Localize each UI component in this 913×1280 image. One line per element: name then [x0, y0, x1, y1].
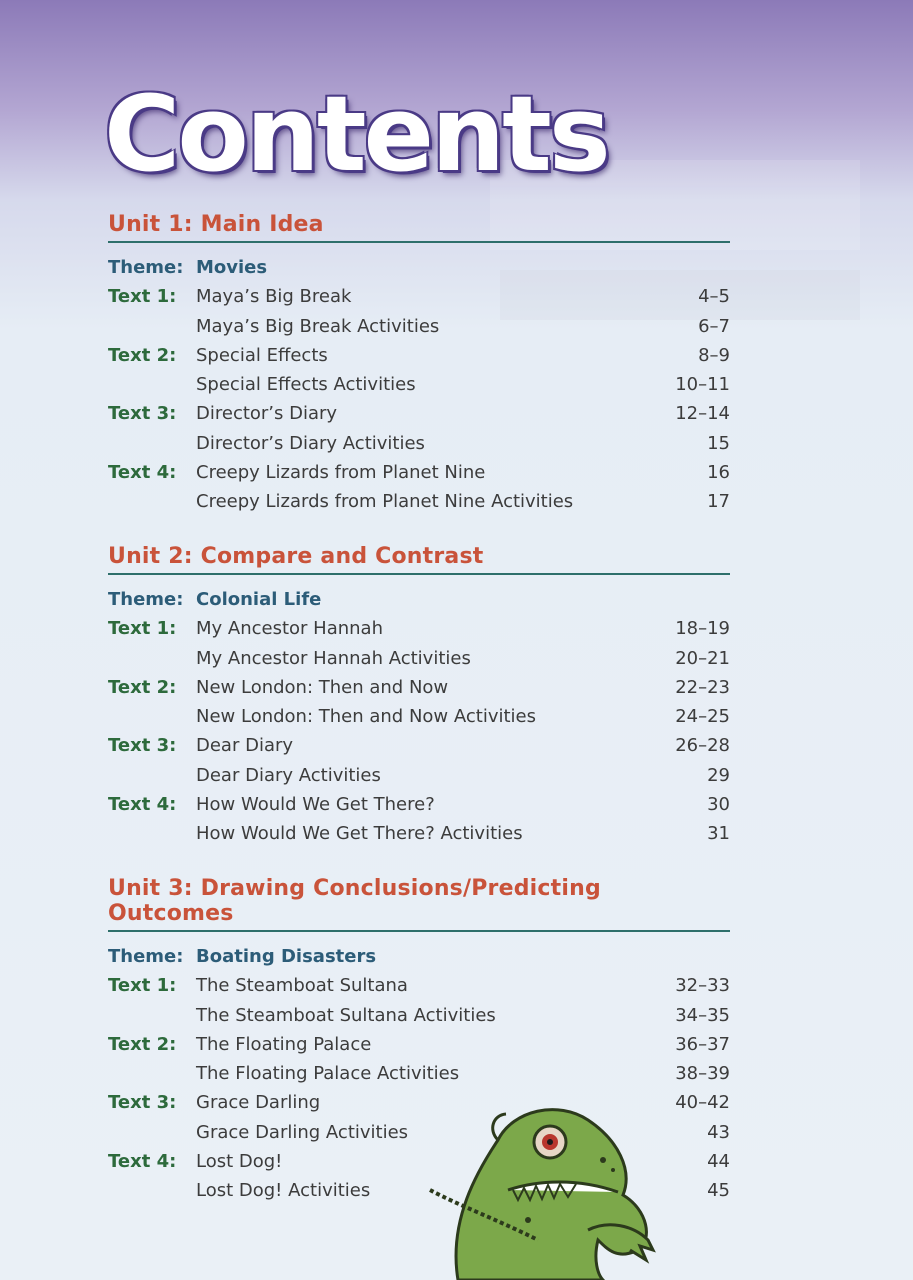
theme-row [108, 585, 730, 614]
theme-name: Colonial Life [196, 589, 322, 610]
entry-title: Lost Dog! Activities [196, 1180, 371, 1202]
text-label: Text 3: [108, 1092, 177, 1114]
toc-entry [108, 370, 730, 399]
entry-title: How Would We Get There? [196, 794, 435, 816]
entry-title: Creepy Lizards from Planet Nine [196, 462, 486, 484]
entry-title: Grace Darling [196, 1092, 321, 1114]
entry-title: My Ancestor Hannah Activities [196, 647, 471, 669]
text-label: Text 2: [108, 344, 177, 366]
page-range: 6–7 [698, 315, 730, 337]
entry-title: New London: Then and Now [196, 676, 449, 698]
entry-title: Dear Diary [196, 735, 294, 757]
toc-entry [108, 487, 730, 516]
text-label: Text 3: [108, 403, 177, 425]
text-label: Text 4: [108, 794, 177, 816]
page-range: 26–28 [675, 735, 730, 757]
entry-title: How Would We Get There? Activities [196, 823, 523, 845]
page-range: 12–14 [675, 403, 730, 425]
text-label: Text 4: [108, 462, 177, 484]
theme-name: Movies [196, 257, 268, 278]
page-range: 24–25 [675, 706, 730, 728]
entry-title: Director’s Diary [196, 403, 338, 425]
text-label: Text 2: [108, 1033, 177, 1055]
unit-heading: Unit 2: Compare and Contrast [108, 544, 730, 575]
toc-entry [108, 761, 730, 790]
toc-entry [108, 312, 730, 341]
lizard-monster-icon [418, 1100, 668, 1280]
page-range: 43 [707, 1121, 730, 1143]
toc-entry [108, 819, 730, 848]
toc-entry [108, 1059, 730, 1088]
text-label: Text 1: [108, 286, 177, 308]
theme-name: Boating Disasters [196, 946, 377, 967]
theme-label: Theme: [108, 257, 184, 278]
toc-entry [108, 673, 730, 702]
entry-title: The Steamboat Sultana [196, 975, 408, 997]
toc-entry [108, 614, 730, 643]
entry-title: Dear Diary Activities [196, 764, 381, 786]
unit-section [108, 544, 730, 849]
page-range: 29 [707, 764, 730, 786]
text-label: Text 1: [108, 618, 177, 640]
page-range: 4–5 [698, 286, 730, 308]
toc-entry [108, 429, 730, 458]
entry-title: Special Effects [196, 344, 328, 366]
theme-row [108, 253, 730, 282]
toc-entry [108, 702, 730, 731]
page-range: 38–39 [675, 1063, 730, 1085]
unit-heading: Unit 3: Drawing Conclusions/Predicting Outcomes [108, 876, 730, 932]
page-range: 22–23 [675, 676, 730, 698]
toc-entry [108, 971, 730, 1000]
unit-section [108, 212, 730, 517]
text-label: Text 1: [108, 975, 177, 997]
entry-title: Grace Darling Activities [196, 1121, 409, 1143]
toc-entry [108, 1030, 730, 1059]
entry-title: Creepy Lizards from Planet Nine Activities [196, 491, 574, 513]
page-range: 31 [707, 823, 730, 845]
toc-entry [108, 731, 730, 760]
theme-row [108, 942, 730, 971]
page-range: 20–21 [675, 647, 730, 669]
theme-label: Theme: [108, 946, 184, 967]
toc-entry [108, 790, 730, 819]
toc-entry [108, 399, 730, 428]
text-label: Text 2: [108, 676, 177, 698]
toc-entry [108, 458, 730, 487]
page-title: Contents [104, 73, 608, 195]
entry-title: Maya’s Big Break Activities [196, 315, 440, 337]
page-range: 10–11 [675, 374, 730, 396]
page-range: 17 [707, 491, 730, 513]
entry-title: Maya’s Big Break [196, 286, 352, 308]
toc-entry [108, 644, 730, 673]
entry-title: My Ancestor Hannah [196, 618, 383, 640]
page-range: 32–33 [675, 975, 730, 997]
page-range: 36–37 [675, 1033, 730, 1055]
entry-title: The Steamboat Sultana Activities [196, 1004, 496, 1026]
toc-entry [108, 1001, 730, 1030]
toc-entry [108, 282, 730, 311]
entry-title: Lost Dog! [196, 1151, 283, 1173]
page-range: 30 [707, 794, 730, 816]
entry-title: Special Effects Activities [196, 374, 416, 396]
page-range: 8–9 [698, 344, 730, 366]
entry-title: The Floating Palace Activities [196, 1063, 460, 1085]
entry-title: New London: Then and Now Activities [196, 706, 536, 728]
text-label: Text 4: [108, 1151, 177, 1173]
page-range: 16 [707, 462, 730, 484]
entry-title: The Floating Palace [196, 1033, 372, 1055]
page-range: 45 [707, 1180, 730, 1202]
unit-heading: Unit 1: Main Idea [108, 212, 730, 243]
page-range: 15 [707, 432, 730, 454]
theme-label: Theme: [108, 589, 184, 610]
toc-entry [108, 341, 730, 370]
page-range: 18–19 [675, 618, 730, 640]
text-label: Text 3: [108, 735, 177, 757]
page-range: 34–35 [675, 1004, 730, 1026]
page-range: 40–42 [675, 1092, 730, 1114]
entry-title: Director’s Diary Activities [196, 432, 425, 454]
page-range: 44 [707, 1151, 730, 1173]
